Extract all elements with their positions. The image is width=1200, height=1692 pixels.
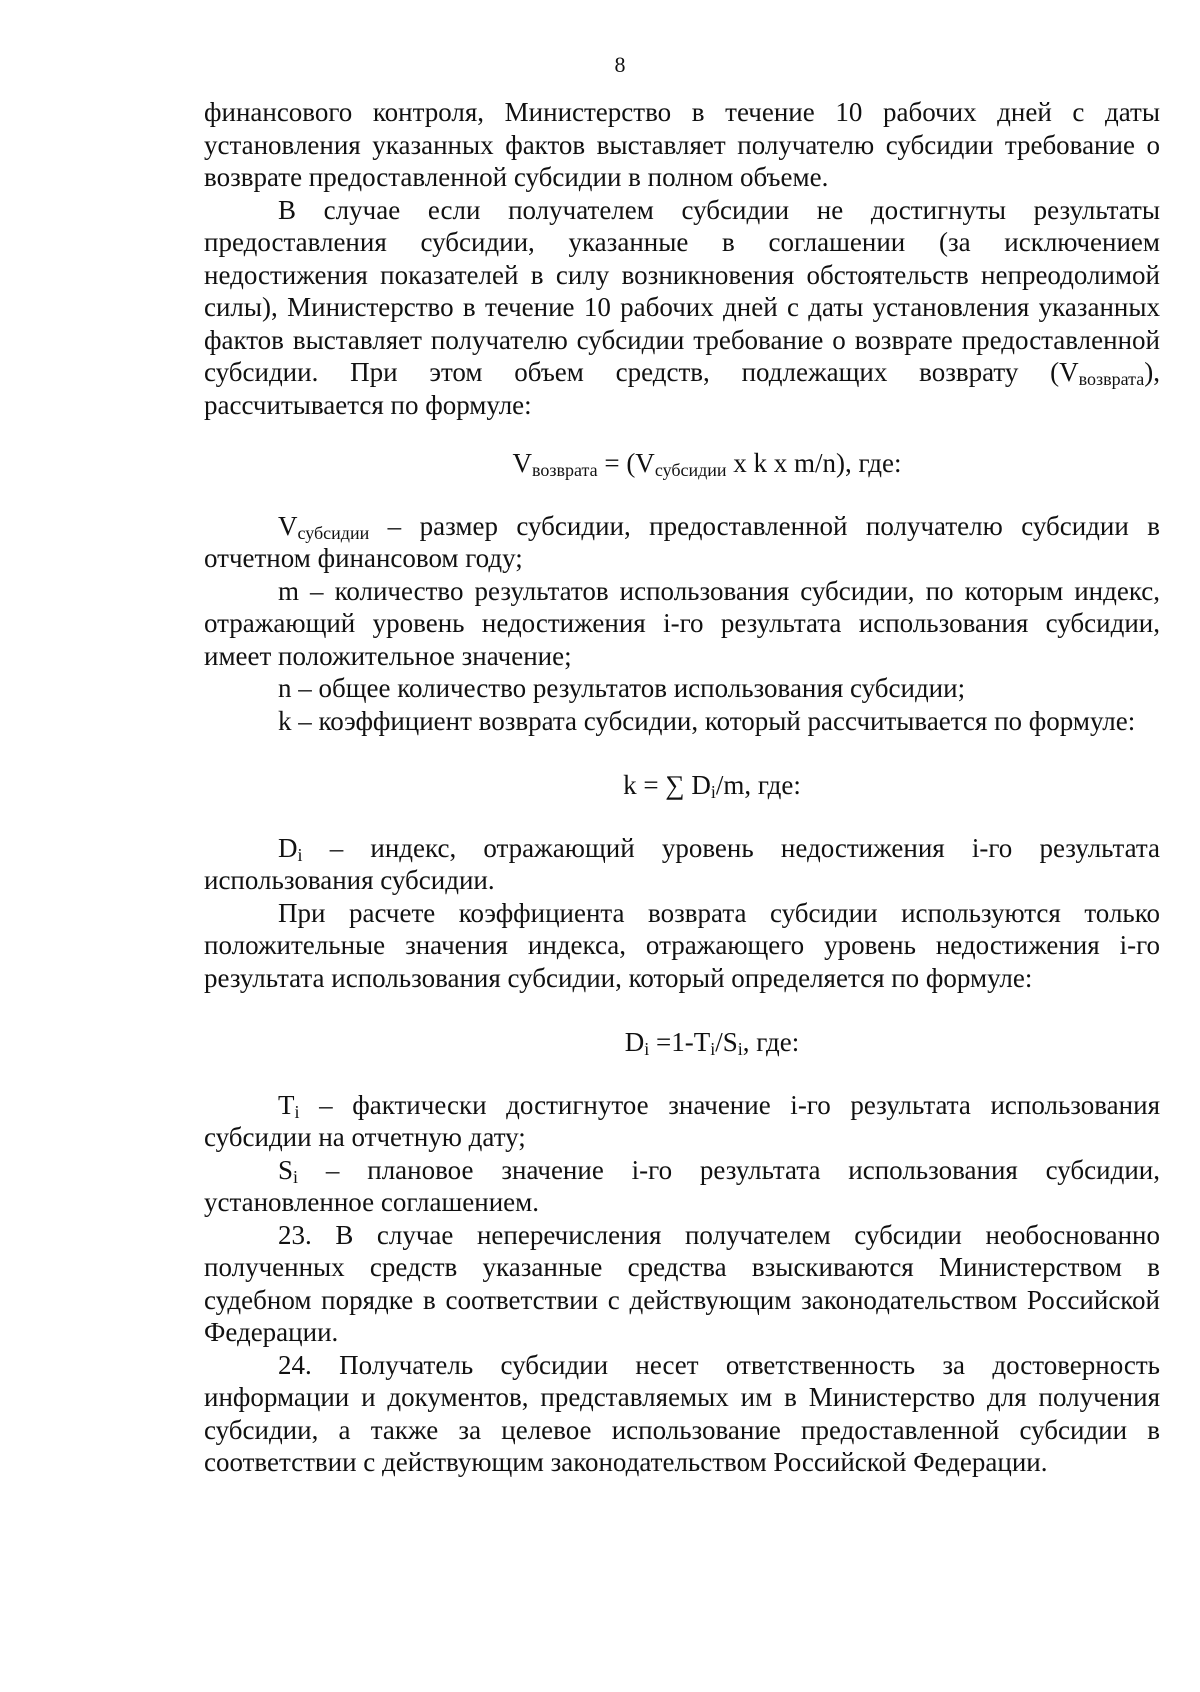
page-number: 8	[614, 52, 626, 77]
formula-coefficient: k = ∑ $D_i/m$, где:	[623, 770, 801, 802]
paragraph: 24. Получатель субсидии несет ответственность за достоверность информации и документов, представляемых им в Министерство для получения субсидии, а также за целевое использование предоставленной субсидии в соответствии с действующим законодательством Российской Федерации.	[204, 1349, 1160, 1477]
paragraph: При расчете коэффициента возврата субсидии используются только положительные значения индекса, отражающего уровень недостижения i-го результата использования субсидии, который определяется по формуле:	[204, 897, 1160, 993]
paragraph: $D_i$ – индекс, отражающий уровень недостижения i-го результата использования субсидии.	[204, 832, 1160, 895]
document-body	[204, 96, 1160, 1479]
paragraph: $V_{субсидии}$ – размер субсидии, предоставленной получателю субсидии в отчетном финансовом году;	[204, 510, 1160, 573]
paragraph: 23. В случае неперечисления получателем субсидии необоснованно полученных средств указанные средства взыскиваются Министерством в судебном порядке в соответствии с действующим законодательством Российской Федерации.	[204, 1219, 1160, 1347]
formula-index: $D_i =1-T_i/S_i$, где:	[624, 1027, 800, 1059]
paragraph: В случае если получателем субсидии не достигнуты результаты предоставления субсидии, указанные в соглашении (за исключением недостижения показателей в силу возникновения обстоятельств непреодолимой силы), Министерство в течение 10 рабочих дней с даты установления указанных фактов выставляет получателю субсидии требование о возврате предоставленной субсидии. При этом объем средств, подлежащих возврату $(V_{возврата})$, рассчитывается по формуле:	[204, 194, 1160, 420]
paragraph: n – общее количество результатов использования субсидии;	[278, 673, 966, 703]
paragraph: $T_i$ – фактически достигнутое значение i-го результата использования субсидии на отчетную дату;	[204, 1089, 1160, 1152]
paragraph: m – количество результатов использования субсидии, по которым индекс, отражающий уровень недостижения i-го результата использования субсидии, имеет положительное значение;	[204, 575, 1160, 671]
paragraph: финансового контроля, Министерство в течение 10 рабочих дней с даты установления указанных фактов выставляет получателю субсидии требование о возврате предоставленной субсидии в полном объеме.	[204, 97, 1160, 192]
paragraph: $S_i$ – плановое значение i-го результата использования субсидии, установленное соглашением.	[204, 1154, 1160, 1217]
paragraph: k – коэффициент возврата субсидии, который рассчитывается по формуле:	[278, 705, 1136, 736]
formula-return-volume: $V_{возврата} = (V_{субсидии}$ x k x m/n), где:	[512, 448, 902, 480]
